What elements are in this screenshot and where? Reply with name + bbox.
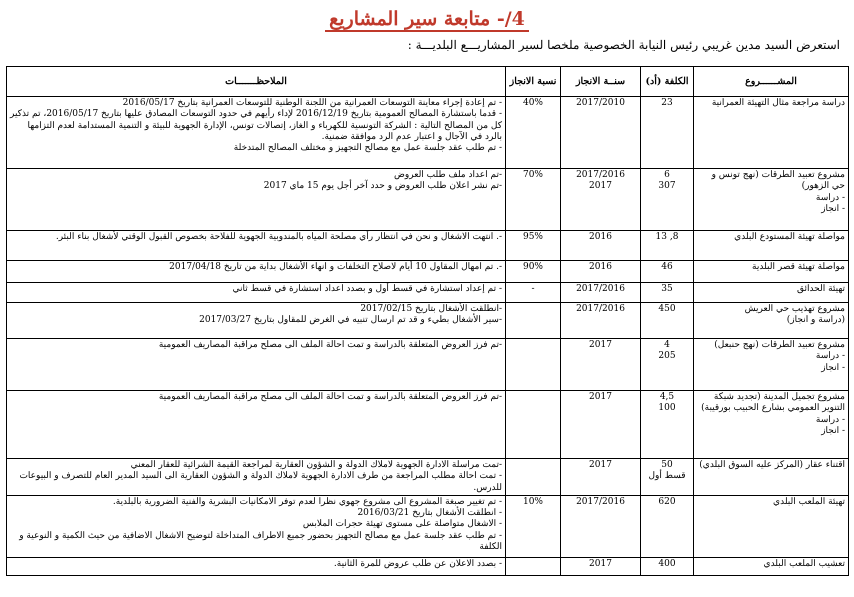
cell-notes-line: - قدما باستشارة المصالح العمومية بتاريخ 2016/12/19 لإداء رأيهم في حدود التوسعات المصادق عليها بتاريخ 2016/05/17، تم تذكير كل من المصالح التالية : الشركة التونسية للكهرباء و الغاز، إتصالات تونس، الإدارة الجهوية للبيئة و التنمية المستدامة لعدم التزامها بالرد في الآجال و اعتبار عدم الرد موافقة ضمنية. xyxy=(9,109,502,142)
cell-percent-line: 90% xyxy=(522,262,543,272)
table-row xyxy=(7,339,849,391)
cell-project-line: مواصلة تهيئة المستودع البلدي xyxy=(734,232,845,242)
cell-year-line: 2017 xyxy=(589,460,612,470)
cell-cost-line: 100 xyxy=(658,403,676,414)
cell-project xyxy=(694,557,849,575)
cell-year-line: 2017/2010 xyxy=(576,98,625,108)
cell-cost xyxy=(641,231,694,261)
table-row xyxy=(7,495,849,557)
cell-cost-line: 307 xyxy=(658,181,676,192)
cell-cost xyxy=(641,557,694,575)
cell-percent xyxy=(506,339,561,391)
cell-percent-line: 70% xyxy=(522,170,543,180)
cell-cost-line: 35 xyxy=(661,284,673,294)
cell-project-line: مشروع تجميل المدينة (تجديد شبكة التنوير العمومي بشارع الحبيب بورقيبة) xyxy=(701,392,845,414)
cell-notes xyxy=(7,391,506,459)
table-row xyxy=(7,231,849,261)
cell-cost-line: 4,5 xyxy=(659,392,675,402)
cell-cost-line: 50 xyxy=(661,460,673,470)
cell-notes-line: - تمت احالة مطلب المراجعة من طرف الادارة الجهوية لاملاك الدولة و الشؤون العقارية الى السيد المدير العام للتصرف و البيوعات للدرس. xyxy=(19,471,502,493)
cell-project-line: مشروع تعبيد الطرقات (نهج حنبعل) xyxy=(714,340,845,350)
cell-project-line: مشروع تهذيب حي العريش xyxy=(744,304,845,314)
header-year: سنــة الانجاز xyxy=(561,67,641,97)
cell-notes-line: -سير الأشغال بطيء و قد تم ارسال تنبيه في الغرض للمقاول بتاريخ 2017/03/27 xyxy=(199,315,502,326)
cell-notes xyxy=(7,459,506,496)
cell-notes-line: - بصدد الاعلان عن طلب عروض للمرة الثانية. xyxy=(333,558,502,569)
cell-year-line: 2016 xyxy=(589,262,612,272)
cell-notes-line: -تم فرز العروض المتعلقة بالدراسة و تمت احالة الملف الى مصلح مراقبة المصاريف العمومية xyxy=(158,340,502,350)
cell-project-line: - دراسة xyxy=(815,192,845,203)
cell-year xyxy=(561,459,641,496)
cell-cost-line: 400 xyxy=(658,558,676,569)
cell-notes xyxy=(7,495,506,557)
cell-notes xyxy=(7,97,506,169)
cell-year xyxy=(561,169,641,231)
cell-year xyxy=(561,231,641,261)
cell-notes-line: -تم فرز العروض المتعلقة بالدراسة و تمت احالة الملف الى مصلح مراقبة المصاريف العمومية xyxy=(158,392,502,402)
cell-year xyxy=(561,97,641,169)
cell-percent xyxy=(506,169,561,231)
cell-year-line: 2017 xyxy=(589,340,612,350)
cell-notes-line: - تم إعداد استشارة في قسط أول و بصدد اعداد استشارة في قسط ثاني xyxy=(232,284,502,294)
cell-cost-line: 4 xyxy=(664,340,670,350)
cell-notes xyxy=(7,261,506,283)
section-title-text: 4/- متابعة سير المشاريع xyxy=(325,8,529,32)
header-cost: الكلفة (أد) xyxy=(641,67,694,97)
cell-notes-line: - انطلقت الأشغال بتاريخ 2016/03/21 xyxy=(357,508,502,518)
cell-cost-line: 8, 13 xyxy=(655,232,679,242)
cell-percent xyxy=(506,391,561,459)
cell-year xyxy=(561,303,641,339)
cell-project xyxy=(694,97,849,169)
cell-notes-line: -تمت مراسلة الادارة الجهوية لاملاك الدولة و الشؤون العقارية لمراجعة القيمة الشرائية للعقار المعني xyxy=(130,460,502,470)
cell-notes xyxy=(7,169,506,231)
cell-project-line: - انجاز xyxy=(821,425,845,436)
table-row xyxy=(7,459,849,496)
cell-year-line: 2017 xyxy=(589,392,612,402)
cell-cost xyxy=(641,391,694,459)
cell-percent-line: 95% xyxy=(522,232,543,242)
cell-percent xyxy=(506,303,561,339)
cell-year xyxy=(561,339,641,391)
cell-notes xyxy=(7,231,506,261)
cell-cost xyxy=(641,495,694,557)
cell-notes-line: - تم تغيير صبغة المشروع الى مشروع جهوي نظرا لعدم توفر الامكانيات البشرية والفنية الضرورية بالبلدية. xyxy=(112,496,502,507)
cell-cost-line: 450 xyxy=(658,304,676,314)
cell-year-line: 2017/2016 xyxy=(576,496,625,507)
cell-percent xyxy=(506,97,561,169)
cell-year-line: 2017 xyxy=(589,181,612,192)
intro-text: استعرض السيد مدين غريبي رئيس النيابة الخصوصية ملخصا لسير المشاريـــع البلديـــة : xyxy=(407,38,840,52)
cell-notes xyxy=(7,283,506,303)
cell-cost xyxy=(641,97,694,169)
cell-project-line: مشروع تعبيد الطرقات (نهج تونس و حي الزهور) xyxy=(711,170,845,192)
cell-year-line: 2017/2016 xyxy=(576,304,625,314)
cell-project xyxy=(694,391,849,459)
table-row xyxy=(7,283,849,303)
cell-cost-line: 205 xyxy=(658,351,676,362)
table-body xyxy=(7,97,849,576)
cell-notes-line: -تم نشر اعلان طلب العروض و حدد آخر أجل يوم 15 ماي 2017 xyxy=(263,181,502,192)
cell-project xyxy=(694,231,849,261)
cell-percent-line: 10% xyxy=(522,496,543,507)
cell-cost xyxy=(641,261,694,283)
cell-notes-line: -انطلقت الأشغال بتاريخ 2017/02/15 xyxy=(360,304,502,314)
cell-project-line: - دراسة xyxy=(815,351,845,362)
cell-percent xyxy=(506,557,561,575)
cell-percent xyxy=(506,495,561,557)
cell-year xyxy=(561,261,641,283)
cell-project-line: دراسة مراجعة مثال التهيئة العمرانية xyxy=(711,98,845,108)
cell-percent xyxy=(506,261,561,283)
section-title xyxy=(0,8,854,30)
cell-project-line: (دراسة و انجاز) xyxy=(786,315,845,326)
header-percent: نسبة الانجاز xyxy=(506,67,561,97)
cell-year-line: 2016 xyxy=(589,232,612,242)
cell-notes xyxy=(7,303,506,339)
cell-project-line: - انجاز xyxy=(821,203,845,214)
cell-year xyxy=(561,283,641,303)
cell-notes-line: - تم طلب عقد جلسة عمل مع مصالح التجهيز و مختلف المصالح المتدخلة xyxy=(233,143,502,153)
cell-project xyxy=(694,169,849,231)
cell-project-line: مواصلة تهيئة قصر البلدية xyxy=(752,262,845,272)
cell-cost xyxy=(641,303,694,339)
cell-project-line: - دراسة xyxy=(815,414,845,425)
cell-project-line: تهيئة الملعب البلدي xyxy=(773,496,845,507)
cell-cost-line: 23 xyxy=(661,98,673,108)
cell-year-line: 2017/2016 xyxy=(576,284,625,294)
cell-notes-line: - تم إعادة إجراء معاينة التوسعات العمرانية من اللجنة الوطنية للتوسعات العمرانية بتاريخ 2016/05/17 xyxy=(122,98,502,108)
cell-notes-line: -تم اعداد ملف طلب العروض xyxy=(394,170,502,180)
cell-project xyxy=(694,303,849,339)
cell-notes-line: -. تم امهال المقاول 10 أيام لاصلاح التخلفات و انهاء الأشغال بداية من تاريخ 2017/04/18 xyxy=(169,262,502,272)
header-project: المشــــــروع xyxy=(694,67,849,97)
cell-cost xyxy=(641,283,694,303)
projects-table xyxy=(6,66,849,576)
cell-percent xyxy=(506,231,561,261)
cell-cost-line: قسط أول xyxy=(648,471,686,482)
cell-notes-line: -. انتهت الاشغال و نحن في انتظار رأي مصلحة المياه بالمندوبية الجهوية للفلاحة بخصوص القبول الوقتي لأشغال بناء البئر. xyxy=(55,232,502,242)
cell-project-line: اقتناء عقار (المركز عليه السوق البلدي) xyxy=(699,460,845,470)
cell-percent-line: - xyxy=(531,284,535,294)
cell-cost xyxy=(641,169,694,231)
cell-year xyxy=(561,557,641,575)
header-notes: الملاحظـــــــات xyxy=(7,67,506,97)
cell-percent-line: 40% xyxy=(522,98,543,108)
cell-year xyxy=(561,391,641,459)
cell-notes xyxy=(7,339,506,391)
cell-percent xyxy=(506,283,561,303)
table-row xyxy=(7,261,849,283)
table-row xyxy=(7,391,849,459)
cell-project xyxy=(694,459,849,496)
cell-project-line: تعشيب الملعب البلدي xyxy=(763,558,845,569)
cell-year-line: 2017/2016 xyxy=(576,170,625,180)
cell-notes-line: - تم طلب عقد جلسة عمل مع مصالح التجهيز بحضور جميع الاطراف المتداخلة لتوضيح الاشغال الاضافية من حيث الكمية و النوعية و الكلفة xyxy=(19,530,502,552)
cell-project xyxy=(694,495,849,557)
cell-project-line: تهيئة الحدائق xyxy=(796,284,845,294)
table-row xyxy=(7,303,849,339)
cell-notes-line: - الاشغال متواصلة على مستوى تهيئة حجرات الملابس xyxy=(302,519,502,530)
cell-project xyxy=(694,283,849,303)
cell-notes xyxy=(7,557,506,575)
cell-cost-line: 620 xyxy=(658,496,676,507)
cell-project-line: - انجاز xyxy=(821,362,845,373)
cell-project xyxy=(694,261,849,283)
cell-cost xyxy=(641,459,694,496)
table-row xyxy=(7,557,849,575)
cell-year-line: 2017 xyxy=(589,558,612,569)
cell-percent xyxy=(506,459,561,496)
cell-cost-line: 6 xyxy=(664,170,670,180)
table-header-row xyxy=(7,67,849,97)
cell-cost xyxy=(641,339,694,391)
table-row xyxy=(7,97,849,169)
cell-cost-line: 46 xyxy=(661,262,673,272)
cell-project xyxy=(694,339,849,391)
table-row xyxy=(7,169,849,231)
cell-year xyxy=(561,495,641,557)
